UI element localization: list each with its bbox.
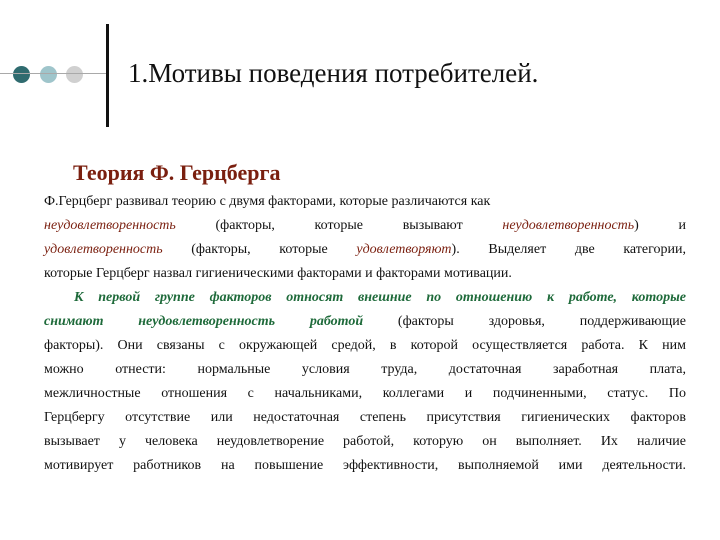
text-line <box>44 286 686 310</box>
text-line: Герцбергу отсутствие или недостаточная степень присутствия гигиенических факторов <box>44 410 686 425</box>
slide-title: 1.Мотивы поведения потребителей. <box>128 58 539 88</box>
text-line: мотивирует работников на повышение эффективности, выполняемой ими деятельности. <box>44 458 686 473</box>
text-line <box>44 238 686 262</box>
text-line <box>44 214 686 238</box>
text-line: Ф.Герцберг развивал теорию с двумя факторами, которые различаются как <box>44 194 491 209</box>
text-line: факторы). Они связаны с окружающей средой, в которой осуществляется работа. К ним <box>44 338 686 353</box>
italic-term: неудовлетворенность <box>44 218 176 233</box>
emphasis-text: К первой группе факторов относят внешние по отношению к работе, которые <box>74 290 686 305</box>
italic-term: неудовлетворенность <box>502 218 635 233</box>
italic-term: удовлетворяют <box>356 242 452 257</box>
text-span: (факторы, которые <box>191 242 328 257</box>
text-span: ) и <box>634 218 686 233</box>
horizontal-divider <box>0 73 106 74</box>
body-text <box>44 190 686 478</box>
emphasis-text: снимают неудовлетворенность работой <box>44 314 364 329</box>
vertical-divider <box>106 24 109 127</box>
slide-subtitle: Теория Ф. Герцберга <box>73 160 281 185</box>
text-line <box>44 310 686 334</box>
text-span: (факторы, которые вызывают <box>215 218 463 233</box>
text-line: которые Герцберг назвал гигиеническими факторами и факторами мотивации. <box>44 266 512 281</box>
text-span: ). Выделяет две категории, <box>451 242 686 257</box>
text-line: вызывает у человека неудовлетворение работой, которую он выполняет. Их наличие <box>44 434 686 449</box>
text-line: можно отнести: нормальные условия труда, достаточная заработная плата, <box>44 362 686 377</box>
italic-term: удовлетворенность <box>44 242 163 257</box>
text-line: межличностные отношения с начальниками, коллегами и подчиненными, статус. По <box>44 386 686 401</box>
dot-dark-icon <box>13 66 30 83</box>
dot-grey-icon <box>66 66 83 83</box>
dot-light-icon <box>40 66 57 83</box>
text-span: (факторы здоровья, поддерживающие <box>397 314 687 329</box>
